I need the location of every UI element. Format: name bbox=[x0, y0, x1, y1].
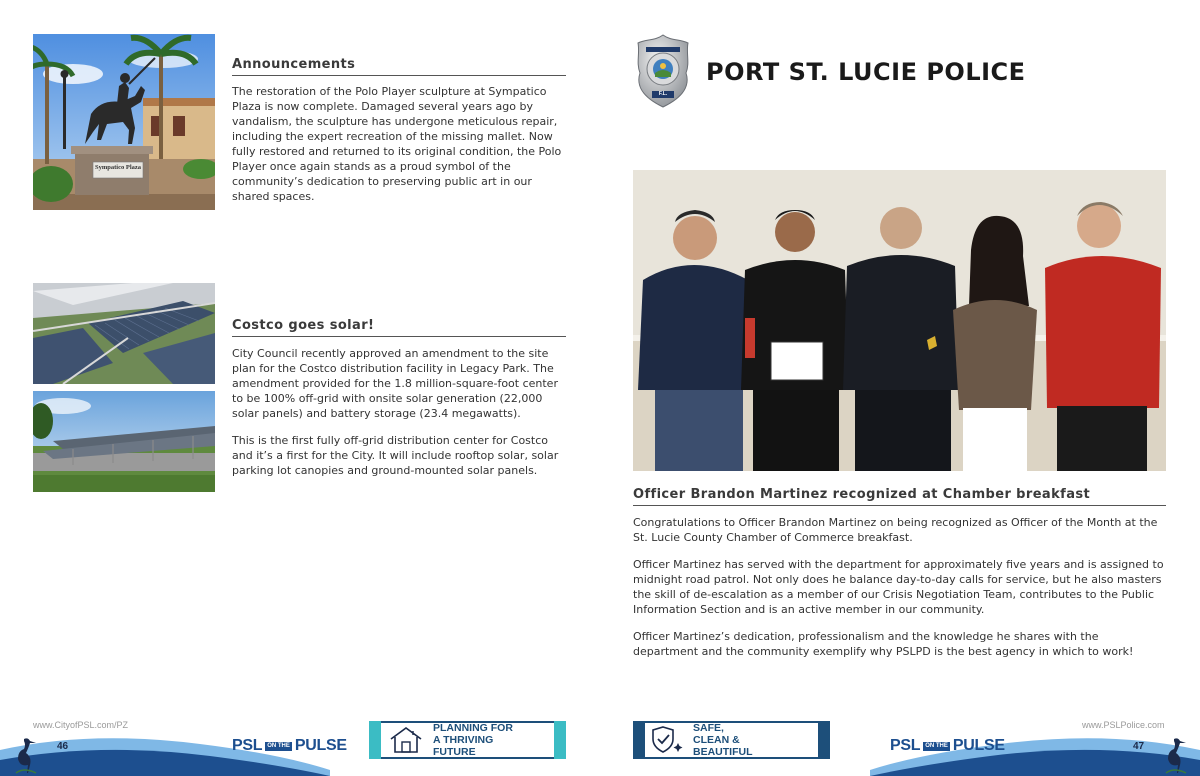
costco-paragraph-2: This is the first fully off-grid distribution center for Costco and it’s a first for the City. It will include rooftop solar, solar parking lot canopies and ground-mounted solar panels. bbox=[232, 434, 559, 477]
costco-paragraph-1: City Council recently approved an amendment to the site plan for the Costco distribution facility in Legacy Park. The amendment provided for the 1.8 million-square-foot center to be 100% off-grid with onsite solar generation (22,000 solar panels) and battery storage (23.4 megawatts). bbox=[232, 347, 558, 420]
sign-text: Sympatico Plaza bbox=[94, 164, 142, 171]
costco-aerial-rendering bbox=[33, 283, 215, 384]
costco-body bbox=[232, 346, 568, 490]
egret-icon-left bbox=[10, 735, 40, 775]
article-body bbox=[633, 515, 1167, 671]
logo-word-pulse: PULSE bbox=[294, 737, 347, 754]
logo-word-psl-right: PSL bbox=[890, 737, 921, 754]
officer-recognition-photo bbox=[633, 170, 1166, 471]
article-heading: Officer Brandon Martinez recognized at Chamber breakfast bbox=[633, 487, 1166, 506]
pillar-planning-label: PLANNING FOR A THRIVING FUTURE bbox=[433, 722, 513, 758]
article-paragraph-3: Officer Martinez’s dedication, professionalism and the knowledge he shares with the department and the community exemplify why PSLPD is the best agency in which to work! bbox=[633, 630, 1134, 658]
badge-text: F.L. bbox=[658, 91, 668, 97]
announcements-body: The restoration of the Polo Player sculpture at Sympatico Plaza is now complete. Damaged several years ago by vandalism, the sculpture has undergone meticulous repair, including the expert recreation of the missing mallet. Now fully restored and returned to its original condition, the Polo Player once again stands as a proud symbol of the community’s dedication to preserving public art in our shared spaces. bbox=[232, 85, 562, 203]
shield-check-icon bbox=[651, 725, 685, 755]
police-badge-icon bbox=[636, 33, 690, 109]
psl-pulse-logo-left bbox=[232, 737, 347, 755]
logo-tag: ON THE bbox=[267, 742, 290, 749]
house-plan-icon bbox=[387, 725, 425, 755]
pillar-planning bbox=[369, 721, 566, 759]
pillar-safe-clean bbox=[633, 721, 830, 759]
pillar-safe-label: SAFE, CLEAN & BEAUTIFUL bbox=[693, 722, 753, 758]
police-title: PORT ST. LUCIE POLICE bbox=[706, 58, 1026, 86]
article-paragraph-2: Officer Martinez has served with the department for approximately five years and is assigned to midnight road patrol. Not only does he balance day-to-day calls for service, but he also masters the skill of de-escalation as a member of our Crisis Negotiation Team, contributes to the Public Information Section and is an active member in our community. bbox=[633, 558, 1164, 616]
logo-word-pulse-right: PULSE bbox=[952, 737, 1005, 754]
right-footer-url[interactable]: www.PSLPolice.com bbox=[1082, 720, 1165, 730]
polo-sculpture-photo bbox=[33, 34, 215, 210]
page-number-left: 46 bbox=[57, 741, 69, 752]
logo-word-psl: PSL bbox=[232, 737, 263, 754]
egret-icon-right bbox=[1160, 735, 1190, 775]
article-paragraph-1: Congratulations to Officer Brandon Martinez on being recognized as Officer of the Month at the St. Lucie County Chamber of Commerce breakfast. bbox=[633, 516, 1158, 544]
left-footer-url[interactable]: www.CityofPSL.com/PZ bbox=[33, 720, 129, 730]
logo-tag-right: ON THE bbox=[925, 742, 948, 749]
page-number-right: 47 bbox=[1133, 741, 1145, 752]
costco-heading: Costco goes solar! bbox=[232, 318, 566, 337]
announcements-heading: Announcements bbox=[232, 57, 566, 76]
costco-canopy-rendering bbox=[33, 391, 215, 492]
psl-pulse-logo-right bbox=[890, 737, 1005, 755]
